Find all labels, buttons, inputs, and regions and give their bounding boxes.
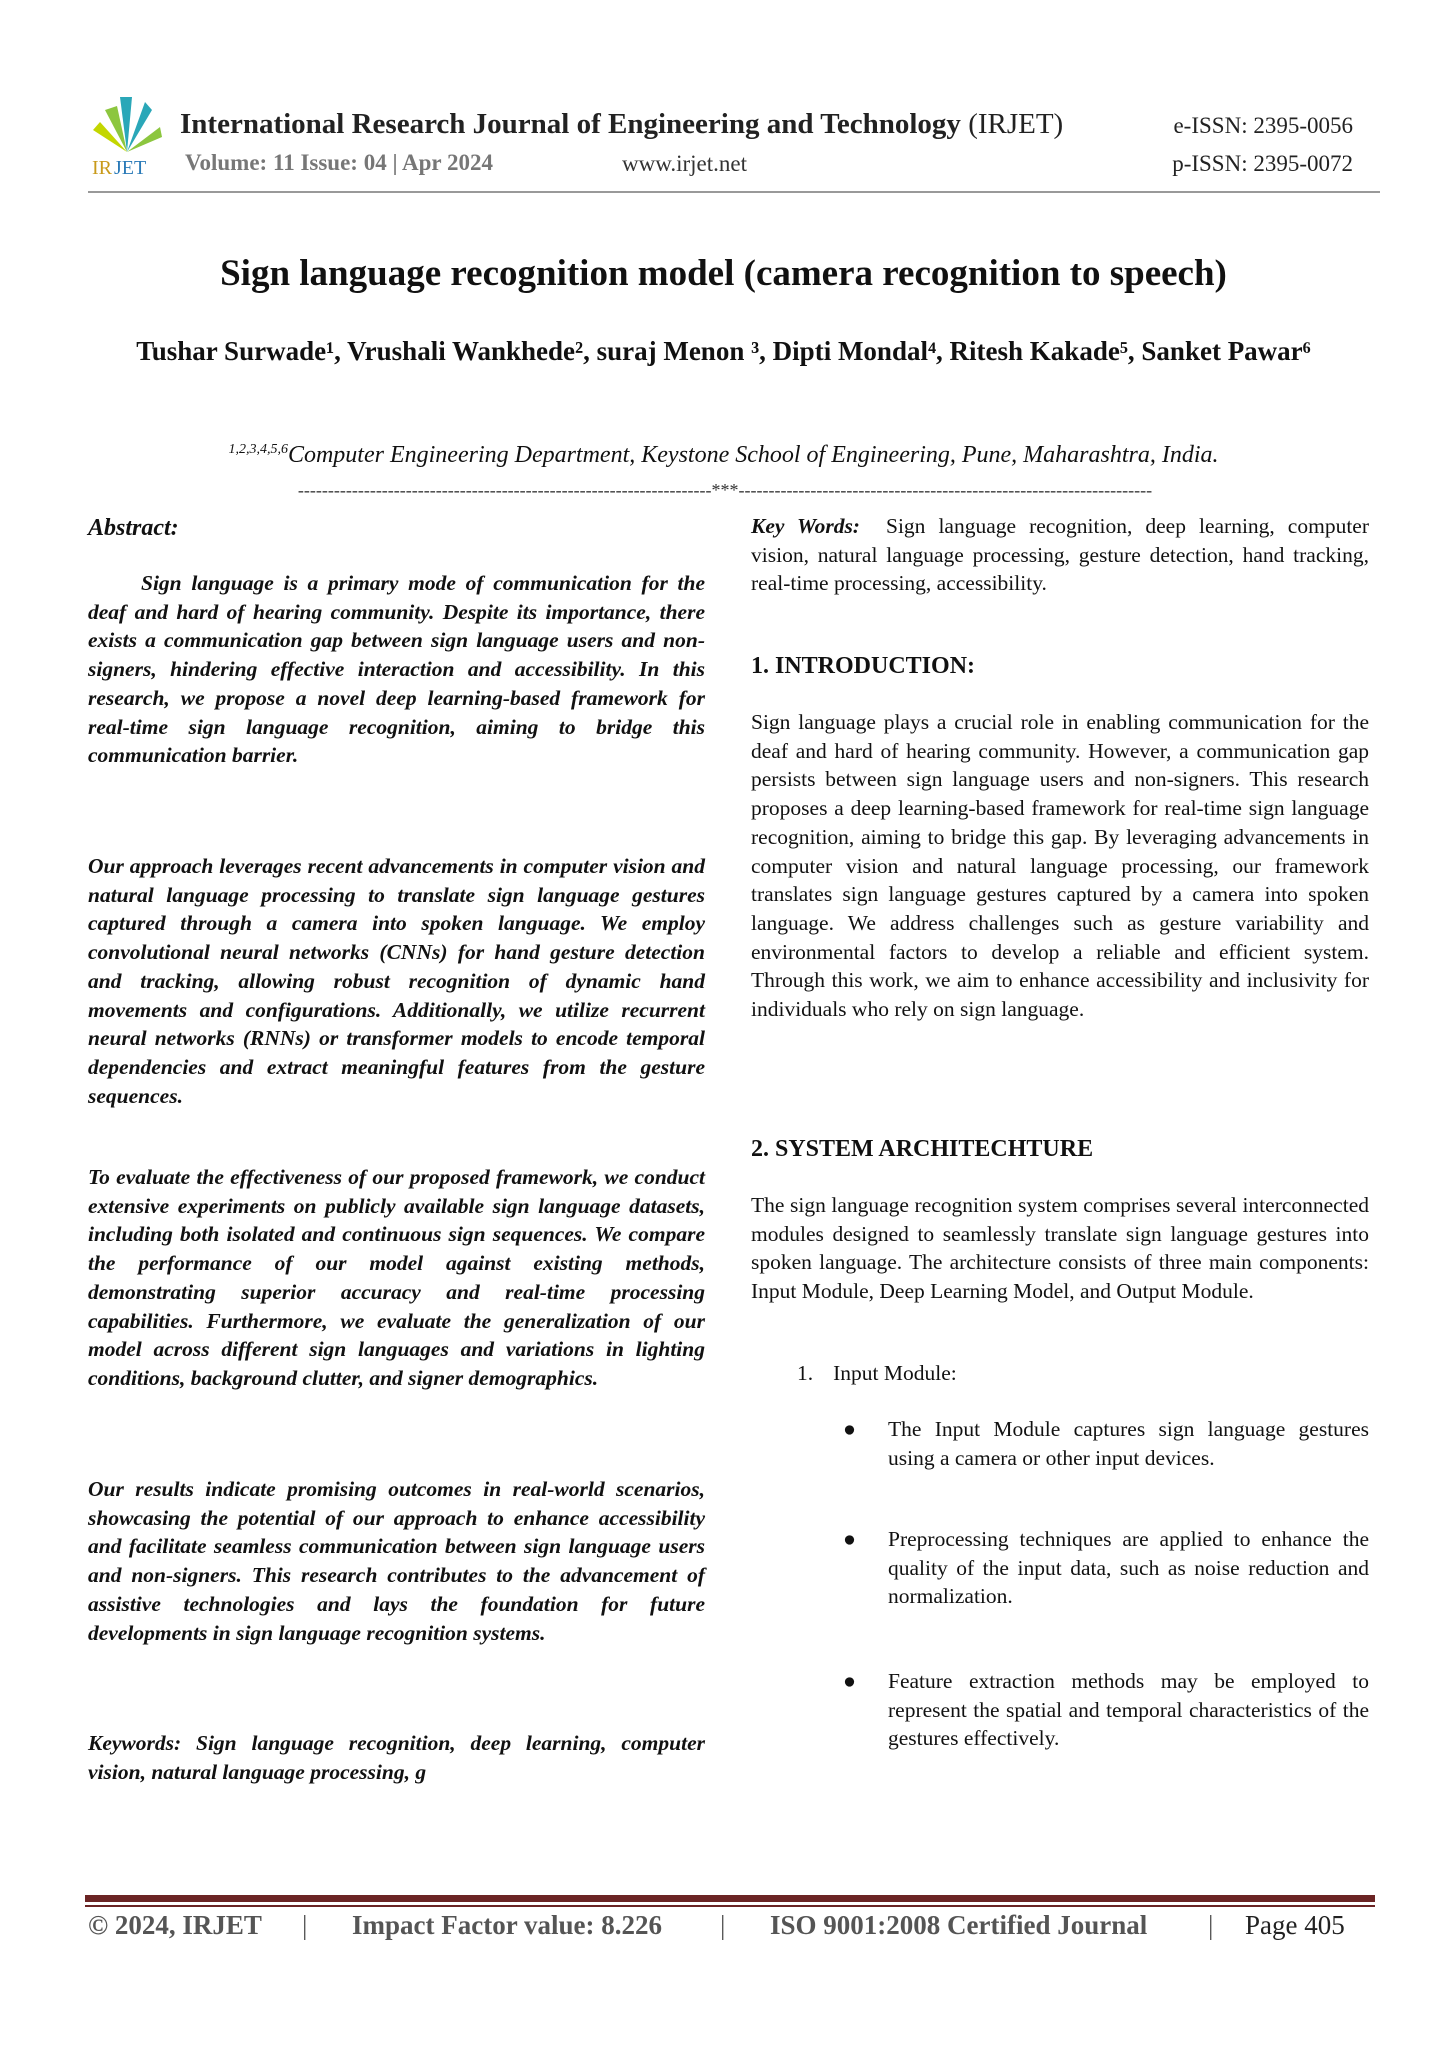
irjet-logo xyxy=(90,92,165,177)
arch-heading: 2. SYSTEM ARCHITECHTURE xyxy=(751,1136,1094,1162)
bullet-item: ● Feature extraction methods may be employed to represent the spatial and temporal characteristics of the gestures effectively. xyxy=(843,1669,1369,1751)
footer-sep: | xyxy=(302,1910,308,1940)
authors: Tushar Surwade¹, Vrushali Wankhede², suraj Menon ³, Dipti Mondal⁴, Ritesh Kakade⁵, Sanket Pawar⁶ xyxy=(136,336,1311,366)
pissn: p-ISSN: 2395-0072 xyxy=(1172,151,1353,176)
paper-title: Sign language recognition model (camera recognition to speech) xyxy=(220,253,1227,294)
abstract-paragraph: Sign language is a primary mode of communication for the deaf and hard of hearing community. Despite its importance, there exists a communication gap between sign language users and non-signers, hindering effective interaction and accessibility. In this research, we propose a novel deep learning-based framework for real-time sign language recognition, aiming to bridge this communication barrier. xyxy=(88,571,705,768)
abstract-paragraph: Our results indicate promising outcomes in real-world scenarios, showcasing the potential of our approach to enhance accessibility and facilitate seamless communication between sign language users and non-signers. This research contributes to the advancement of assistive technologies and lays the foundation for future developments in sign language recognition systems. xyxy=(88,1477,705,1645)
logo-leaves-icon xyxy=(90,92,165,177)
footer-iso: ISO 9001:2008 Certified Journal xyxy=(770,1910,1148,1940)
abstract-paragraph: To evaluate the effectiveness of our proposed framework, we conduct extensive experiments on publicly available sign language datasets, including both isolated and continuous sign sequences. We compare the performance of our model against existing methods, demonstrating superior accuracy and real-time processing capabilities. Furthermore, we evaluate the generalization of our model across different sign languages and variations in lighting conditions, background clutter, and signer demographics. xyxy=(88,1165,705,1390)
footer-page: Page 405 xyxy=(1245,1910,1345,1940)
abstract-heading: Abstract: xyxy=(88,515,179,541)
abstract-paragraph: Our approach leverages recent advancements in computer vision and natural language processing to translate sign language gestures captured through a camera into spoken language. We employ convolutional neural networks (CNNs) for hand gesture detection and tracking, allowing robust recognition of dynamic hand movements and configurations. Additionally, we utilize recurrent neural networks (RNNs) or transformer models to encode temporal dependencies and extract meaningful features from the gesture sequences. xyxy=(88,854,705,1108)
intro-text: Sign language plays a crucial role in enabling communication for the deaf and hard of hearing community. However, a communication gap persists between sign language users and non-signers. This research proposes a deep learning-based framework for real-time sign language recognition, aiming to bridge this gap. By leveraging advancements in computer vision and natural language processing, our framework translates sign language gestures captured by a camera into spoken language. We address challenges such as gesture variability and environmental factors to develop a reliable and efficient system. Through this work, we aim to enhance accessibility and inclusivity for individuals who rely on sign language. xyxy=(751,710,1369,1022)
bullet-item: ● The Input Module captures sign language gestures using a camera or other input devices. xyxy=(843,1417,1369,1470)
svg-text:IR: IR xyxy=(92,157,112,177)
footer-copyright: © 2024, IRJET xyxy=(88,1910,262,1940)
footer-rule-thin xyxy=(85,1905,1375,1907)
arch-text: The sign language recognition system comprises several interconnected modules designed to seamlessly translate sign language gestures into spoken language. The architecture consists of three main components: Input Module, Deep Learning Model, and Output Module. xyxy=(751,1193,1369,1304)
eissn: e-ISSN: 2395-0056 xyxy=(1173,113,1353,138)
bullet-item: ● Preprocessing techniques are applied to enhance the quality of the input data, such as noise reduction and normalization. xyxy=(843,1527,1369,1609)
footer-rule xyxy=(85,1895,1375,1902)
separator: ---------------------------------------------------------------------***--------------------------------------------------------------------- xyxy=(297,480,1153,500)
intro-heading: 1. INTRODUCTION: xyxy=(751,653,976,679)
bullet-icon: ● xyxy=(843,1669,856,1693)
footer-sep: | xyxy=(720,1910,726,1940)
journal-url[interactable]: www.irjet.net xyxy=(622,151,747,176)
bullet-icon: ● xyxy=(843,1527,856,1551)
header-rule xyxy=(88,191,1380,193)
abstract-keywords: Keywords: Sign language recognition, deep learning, computer vision, natural language processing, g xyxy=(88,1731,705,1784)
bullet-icon: ● xyxy=(843,1417,856,1441)
keywords: Key Words: Sign language recognition, deep learning, computer vision, natural language processing, gesture detection, hand tracking, real-time processing, accessibility. xyxy=(751,514,1369,596)
svg-text:JET: JET xyxy=(114,157,147,177)
list-item: 1. Input Module: xyxy=(797,1361,957,1385)
volume-info: Volume: 11 Issue: 04 | Apr 2024 xyxy=(185,150,493,175)
footer-impact: Impact Factor value: 8.226 xyxy=(352,1910,662,1940)
footer-sep: | xyxy=(1208,1910,1214,1940)
journal-name: International Research Journal of Engineering and Technology (IRJET) xyxy=(180,108,1064,140)
affiliation: $^{1,2,3,4,5,6}$Computer Engineering Department, Keystone School of Engineering, Pune, Maharashtra, India. xyxy=(228,442,1219,468)
